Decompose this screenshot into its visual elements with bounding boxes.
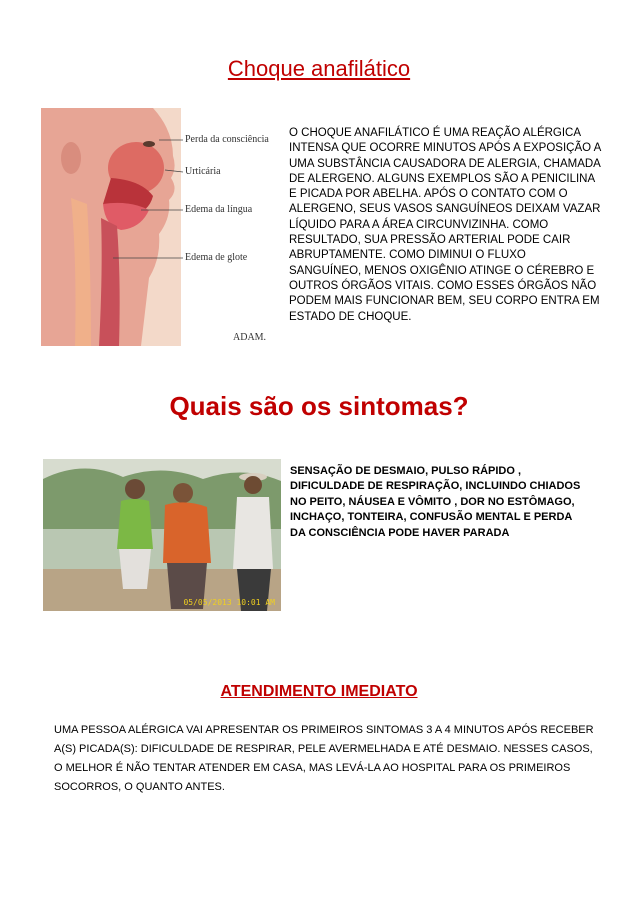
figure-brand-logo: ADAM.	[233, 332, 267, 343]
section-title-sintomas: Quais são os sintomas?	[169, 391, 469, 421]
section-title-atendimento: ATENDIMENTO IMEDIATO	[220, 683, 418, 700]
photo-timestamp: 05/05/2013 10:01 AM	[183, 598, 275, 607]
figure-label-perda: Perda da consciência	[185, 134, 269, 145]
choque-description: O CHOQUE ANAFILÁTICO É UMA REAÇÃO ALÉRGICA INTENSA QUE OCORRE MINUTOS APÓS A EXPOSIÇÃO A UMA SUBSTÂNCIA CAUSADORA DE ALERGIA, CHAMADA DE ALERGENO. ALGUNS EXEMPLOS SÃO A PENICILINA E PICADA POR ABELHA. APÓS O CONTATO COM O ALERGENO, SEUS VASOS SANGUÍNEOS DEIXAM VAZAR LÍQUIDO PARA A ÁREA CIRCUNVIZINHA. COMO RESULTADO, SUA PRESSÃO ARTERIAL PODE CAIR ABRUPTAMENTE. COMO DIMINUI O FLUXO SANGUÍNEO, MENOS OXIGÊNIO ATINGE O CÉREBRO E OUTROS ÓRGÃOS VITAIS. COMO ESSES ÓRGÃOS NÃO PODEM MAIS FUNCIONAR BEM, SEU CORPO ENTRA EM ESTADO DE CHOQUE.	[289, 127, 601, 323]
patient-photo	[43, 459, 281, 611]
atendimento-description: UMA PESSOA ALÉRGICA VAI APRESENTAR OS PRIMEIROS SINTOMAS 3 A 4 MINUTOS APÓS RECEBER A(S) PICADA(S): DIFICULDADE DE RESPIRAR, PELE AVERMELHADA E ATÉ DESMAIO. NESSES CASOS, O MELHOR É NÃO TENTAR ATENDER EM CASA, MAS LEVÁ-LA AO HOSPITAL PARA OS PRIMEIROS SOCORROS, O QUANTO ANTES.	[54, 724, 594, 793]
sintomas-description: SENSAÇÃO DE DESMAIO, PULSO RÁPIDO , DIFICULDADE DE RESPIRAÇÃO, INCLUINDO CHIADOS NO PEITO, NÁUSEA E VÔMITO , DOR NO ESTÔMAGO, INCHAÇO, TONTEIRA, CONFUSÃO MENTAL E PERDA DA CONSCIÊNCIA PODE HAVER PARADA	[290, 465, 581, 539]
figure-label-edema-lingua: Edema da língua	[185, 204, 253, 215]
figure-label-edema-glote: Edema de glote	[185, 252, 248, 263]
figure-label-urticaria: Urticária	[185, 166, 221, 177]
anatomy-figure	[41, 108, 271, 346]
section-title-choque: Choque anafilático	[227, 56, 411, 81]
